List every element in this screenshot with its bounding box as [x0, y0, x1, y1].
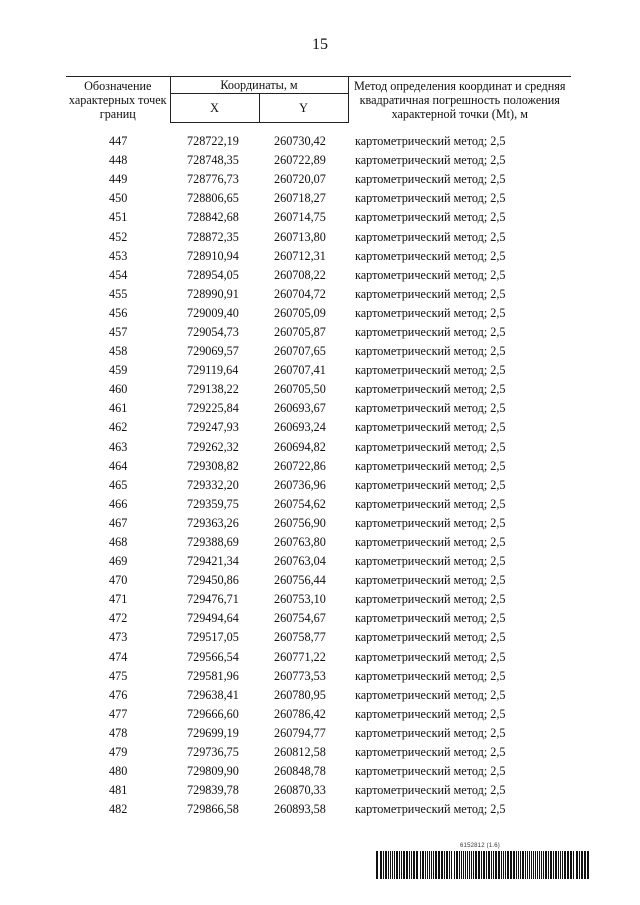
coord-x: 729839,78: [187, 783, 239, 798]
table-row: [66, 170, 571, 189]
coord-x: 729262,32: [187, 439, 239, 454]
point-number: 480: [109, 764, 128, 779]
header-designation: Обозначение характерных точек границ: [66, 77, 170, 123]
coord-y: 260722,86: [274, 458, 326, 473]
table-row: [66, 227, 571, 246]
method-cell: картометрический метод; 2,5: [355, 611, 506, 626]
coord-x: 729308,82: [187, 458, 239, 473]
coord-x: 729450,86: [187, 573, 239, 588]
coord-y: 260693,67: [274, 401, 326, 416]
table-row: [66, 132, 571, 151]
coord-y: 260812,58: [274, 745, 326, 760]
coord-x: 729247,93: [187, 420, 239, 435]
coord-x: 728842,68: [187, 210, 239, 225]
method-cell: картометрический метод; 2,5: [355, 324, 506, 339]
coord-y: 260870,33: [274, 783, 326, 798]
coord-x: 729138,22: [187, 382, 239, 397]
method-cell: картометрический метод; 2,5: [355, 706, 506, 721]
coord-x: 729666,60: [187, 706, 239, 721]
coord-x: 729866,58: [187, 802, 239, 817]
point-number: 475: [109, 668, 128, 683]
point-number: 476: [109, 687, 128, 702]
coord-x: 728722,19: [187, 134, 239, 149]
method-cell: картометрический метод; 2,5: [355, 783, 506, 798]
coord-x: 729359,75: [187, 496, 239, 511]
coord-y: 260705,09: [274, 305, 326, 320]
method-cell: картометрический метод; 2,5: [355, 248, 506, 263]
method-cell: картометрический метод; 2,5: [355, 401, 506, 416]
method-cell: картометрический метод; 2,5: [355, 210, 506, 225]
table-row: [66, 609, 571, 628]
coord-x: 728776,73: [187, 172, 239, 187]
point-number: 479: [109, 745, 128, 760]
point-number: 470: [109, 573, 128, 588]
coord-x: 729225,84: [187, 401, 239, 416]
page-number: 15: [312, 36, 328, 53]
point-number: 456: [109, 305, 128, 320]
method-cell: картометрический метод; 2,5: [355, 439, 506, 454]
coord-x: 729388,69: [187, 535, 239, 550]
coord-x: 728806,65: [187, 191, 239, 206]
coord-y: 260753,10: [274, 592, 326, 607]
method-cell: картометрический метод; 2,5: [355, 535, 506, 550]
method-cell: картометрический метод; 2,5: [355, 420, 506, 435]
point-number: 466: [109, 496, 128, 511]
coord-y: 260712,31: [274, 248, 326, 263]
table-row: [66, 457, 571, 476]
point-number: 454: [109, 267, 128, 282]
footer: [376, 843, 591, 879]
coord-y: 260848,78: [274, 764, 326, 779]
coordinates-table: [66, 76, 571, 819]
method-cell: картометрический метод; 2,5: [355, 191, 506, 206]
table-row: [66, 667, 571, 686]
table-row: [66, 762, 571, 781]
point-number: 481: [109, 783, 128, 798]
header-y: Y: [259, 94, 348, 123]
method-cell: картометрический метод; 2,5: [355, 554, 506, 569]
point-number: 447: [109, 134, 128, 149]
method-cell: картометрический метод; 2,5: [355, 687, 506, 702]
coord-y: 260704,72: [274, 286, 326, 301]
coord-y: 260763,80: [274, 535, 326, 550]
point-number: 455: [109, 286, 128, 301]
table-row: [66, 476, 571, 495]
coord-y: 260722,89: [274, 153, 326, 168]
method-cell: картометрический метод; 2,5: [355, 802, 506, 817]
header-method: Метод определения координат и средняя квадратичная погрешность положения характерной точки (Mt), м: [348, 77, 571, 123]
point-number: 478: [109, 725, 128, 740]
table-row: [66, 743, 571, 762]
table-row: [66, 724, 571, 743]
table-row: [66, 285, 571, 304]
coord-y: 260718,27: [274, 191, 326, 206]
point-number: 473: [109, 630, 128, 645]
method-cell: картометрический метод; 2,5: [355, 573, 506, 588]
coord-x: 728872,35: [187, 229, 239, 244]
point-number: 460: [109, 382, 128, 397]
coord-x: 728910,94: [187, 248, 239, 263]
coord-x: 729517,05: [187, 630, 239, 645]
coord-x: 729054,73: [187, 324, 239, 339]
method-cell: картометрический метод; 2,5: [355, 764, 506, 779]
table-row: [66, 781, 571, 800]
method-cell: картометрический метод; 2,5: [355, 477, 506, 492]
table-row: [66, 151, 571, 170]
coord-y: 260786,42: [274, 706, 326, 721]
table-row: [66, 304, 571, 323]
point-number: 457: [109, 324, 128, 339]
point-number: 464: [109, 458, 128, 473]
method-cell: картометрический метод; 2,5: [355, 363, 506, 378]
point-number: 453: [109, 248, 128, 263]
table-row: [66, 438, 571, 457]
table-row: [66, 342, 571, 361]
coord-x: 729421,34: [187, 554, 239, 569]
table-row: [66, 800, 571, 819]
coord-y: 260758,77: [274, 630, 326, 645]
coord-x: 728990,91: [187, 286, 239, 301]
coord-x: 729009,40: [187, 305, 239, 320]
method-cell: картометрический метод; 2,5: [355, 630, 506, 645]
coord-y: 260708,22: [274, 267, 326, 282]
point-number: 467: [109, 515, 128, 530]
table-row: [66, 361, 571, 380]
coord-y: 260756,44: [274, 573, 326, 588]
point-number: 449: [109, 172, 128, 187]
point-number: 472: [109, 611, 128, 626]
coord-x: 729699,19: [187, 725, 239, 740]
table-row: [66, 686, 571, 705]
coord-y: 260771,22: [274, 649, 326, 664]
table-row: [66, 323, 571, 342]
method-cell: картометрический метод; 2,5: [355, 649, 506, 664]
point-number: 450: [109, 191, 128, 206]
coord-x: 729476,71: [187, 592, 239, 607]
table-row: [66, 648, 571, 667]
coord-y: 260763,04: [274, 554, 326, 569]
method-cell: картометрический метод; 2,5: [355, 668, 506, 683]
coord-y: 260694,82: [274, 439, 326, 454]
coord-y: 260705,87: [274, 324, 326, 339]
table-row: [66, 495, 571, 514]
table-row: [66, 266, 571, 285]
point-number: 448: [109, 153, 128, 168]
table-header: [66, 77, 571, 133]
table-row: [66, 571, 571, 590]
coord-x: 729736,75: [187, 745, 239, 760]
coord-y: 260707,65: [274, 344, 326, 359]
coord-x: 729119,64: [187, 363, 239, 378]
table-row: [66, 552, 571, 571]
method-cell: картометрический метод; 2,5: [355, 172, 506, 187]
point-number: 474: [109, 649, 128, 664]
point-number: 452: [109, 229, 128, 244]
coord-x: 729581,96: [187, 668, 239, 683]
coord-y: 260893,58: [274, 802, 326, 817]
point-number: 471: [109, 592, 128, 607]
table-row: [66, 208, 571, 227]
table-row: [66, 514, 571, 533]
coord-x: 729566,54: [187, 649, 239, 664]
table-row: [66, 590, 571, 609]
coord-x: 729809,90: [187, 764, 239, 779]
coord-x: 729332,20: [187, 477, 239, 492]
table-row: [66, 533, 571, 552]
point-number: 477: [109, 706, 128, 721]
coord-y: 260693,24: [274, 420, 326, 435]
point-number: 451: [109, 210, 128, 225]
coord-y: 260736,96: [274, 477, 326, 492]
method-cell: картометрический метод; 2,5: [355, 515, 506, 530]
point-number: 482: [109, 802, 128, 817]
coord-x: 728748,35: [187, 153, 239, 168]
table-row: [66, 705, 571, 724]
coord-y: 260707,41: [274, 363, 326, 378]
point-number: 463: [109, 439, 128, 454]
coord-y: 260730,42: [274, 134, 326, 149]
header-coordinates: Координаты, м: [170, 77, 348, 94]
point-number: 459: [109, 363, 128, 378]
method-cell: картометрический метод; 2,5: [355, 344, 506, 359]
method-cell: картометрический метод; 2,5: [355, 496, 506, 511]
document-code: 6152812 (1.6): [460, 843, 500, 849]
point-number: 458: [109, 344, 128, 359]
table-body: [66, 132, 571, 819]
coord-x: 729494,64: [187, 611, 239, 626]
method-cell: картометрический метод; 2,5: [355, 286, 506, 301]
coord-y: 260713,80: [274, 229, 326, 244]
point-number: 469: [109, 554, 128, 569]
table-row: [66, 399, 571, 418]
table-row: [66, 628, 571, 647]
method-cell: картометрический метод; 2,5: [355, 745, 506, 760]
method-cell: картометрический метод; 2,5: [355, 592, 506, 607]
coord-y: 260754,67: [274, 611, 326, 626]
barcode-icon: [376, 851, 591, 879]
method-cell: картометрический метод; 2,5: [355, 153, 506, 168]
point-number: 465: [109, 477, 128, 492]
method-cell: картометрический метод; 2,5: [355, 305, 506, 320]
coord-y: 260754,62: [274, 496, 326, 511]
table-row: [66, 380, 571, 399]
coord-y: 260714,75: [274, 210, 326, 225]
table-row: [66, 418, 571, 437]
coord-y: 260720,07: [274, 172, 326, 187]
coord-y: 260773,53: [274, 668, 326, 683]
point-number: 468: [109, 535, 128, 550]
method-cell: картометрический метод; 2,5: [355, 229, 506, 244]
coord-x: 729638,41: [187, 687, 239, 702]
method-cell: картометрический метод; 2,5: [355, 134, 506, 149]
method-cell: картометрический метод; 2,5: [355, 267, 506, 282]
coord-x: 728954,05: [187, 267, 239, 282]
table-row: [66, 189, 571, 208]
coord-y: 260794,77: [274, 725, 326, 740]
point-number: 461: [109, 401, 128, 416]
coord-x: 729363,26: [187, 515, 239, 530]
method-cell: картометрический метод; 2,5: [355, 725, 506, 740]
header-x: X: [170, 94, 259, 123]
coord-y: 260756,90: [274, 515, 326, 530]
table-row: [66, 247, 571, 266]
coord-x: 729069,57: [187, 344, 239, 359]
method-cell: картометрический метод; 2,5: [355, 382, 506, 397]
coord-y: 260780,95: [274, 687, 326, 702]
coord-y: 260705,50: [274, 382, 326, 397]
method-cell: картометрический метод; 2,5: [355, 458, 506, 473]
point-number: 462: [109, 420, 128, 435]
